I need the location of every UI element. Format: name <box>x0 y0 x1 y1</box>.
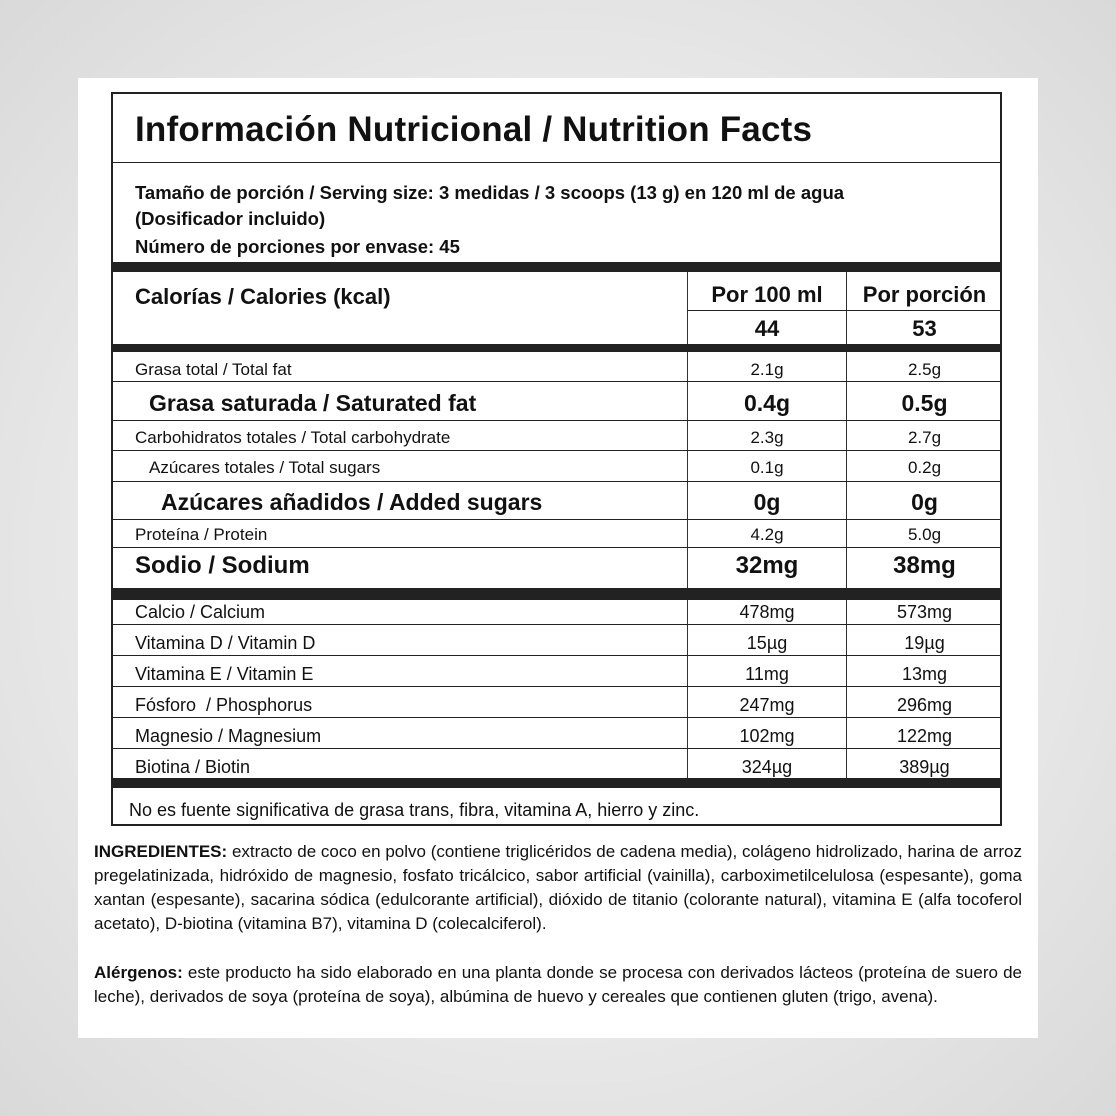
divider-thick-3 <box>113 588 1000 600</box>
footnote: No es fuente significativa de grasa trans, fibra, vitamina A, hierro y zinc. <box>129 800 700 820</box>
nutrient-added-sugars-col1: 0g <box>753 489 781 515</box>
row-rule <box>113 381 1000 382</box>
mineral-vitamin-d-col2: 19µg <box>904 633 945 653</box>
row-rule <box>113 420 1000 421</box>
label-sheet <box>78 78 1038 1038</box>
nutrient-label-sodium: Sodio / Sodium <box>135 552 310 579</box>
servings-per-container: Número de porciones por envase: 45 <box>135 236 460 257</box>
allergens-paragraph <box>94 961 1022 1009</box>
calories-col2-value: 53 <box>912 316 937 341</box>
row-rule <box>113 519 1000 520</box>
mineral-vitamin-d-col1: 15µg <box>746 633 788 653</box>
nutrient-label-saturated-fat: Grasa saturada / Saturated fat <box>149 390 477 416</box>
nutrient-label-total-sugars: Azúcares totales / Total sugars <box>149 458 381 477</box>
divider-thin <box>113 162 1000 163</box>
nutrition-facts-panel <box>111 92 1002 826</box>
mineral-calcium-col1: 478mg <box>739 602 795 622</box>
mineral-phosphorus-col2: 296mg <box>896 695 953 715</box>
column-separator-1b <box>687 600 688 778</box>
nutrient-label-protein: Proteína / Protein <box>135 525 268 544</box>
nutrient-protein-col2: 5.0g <box>907 525 942 544</box>
divider-thick-4 <box>113 778 1000 788</box>
mineral-vitamin-e-col1: 11mg <box>745 664 789 684</box>
nutrient-total-sugars-col1: 0.1g <box>750 458 784 477</box>
nutrient-sodium-col2: 38mg <box>893 552 956 579</box>
allergens-label: Alérgenos: <box>94 963 183 982</box>
mineral-magnesium-col1: 102mg <box>739 726 795 746</box>
calories-label: Calorías / Calories (kcal) <box>135 284 391 309</box>
mineral-calcium-col2: 573mg <box>896 602 953 622</box>
mineral-vitamin-e-col2: 13mg <box>901 664 948 684</box>
nutrient-sodium-col1: 32mg <box>735 552 799 579</box>
row-rule <box>113 547 1000 548</box>
mineral-label-phosphorus: Fósforo / Phosphorus <box>135 695 313 715</box>
nutrient-total-fat-col1: 2.1g <box>750 360 784 379</box>
nutrient-total-carbohydrate-col2: 2.7g <box>907 428 942 447</box>
column-separator-2b <box>846 600 847 778</box>
mineral-label-biotin: Biotina / Biotin <box>135 757 251 777</box>
nutrient-label-total-fat: Grasa total / Total fat <box>135 360 292 379</box>
row-rule <box>113 717 1000 718</box>
mineral-magnesium-col2: 122mg <box>896 726 953 746</box>
row-rule <box>113 450 1000 451</box>
mineral-label-calcium: Calcio / Calcium <box>135 602 266 622</box>
nutrient-protein-col1: 4.2g <box>750 525 784 544</box>
mineral-phosphorus-col1: 247mg <box>739 695 795 715</box>
nutrient-saturated-fat-col1: 0.4g <box>743 390 791 416</box>
divider-thick <box>113 262 1000 272</box>
mineral-biotin-col1: 324µg <box>741 757 793 777</box>
row-rule <box>113 481 1000 482</box>
row-rule <box>113 748 1000 749</box>
mineral-biotin-col2: 389µg <box>899 757 950 777</box>
calories-col1-header: Por 100 ml <box>711 282 823 307</box>
nutrient-total-sugars-col2: 0.2g <box>907 458 942 477</box>
nutrient-total-carbohydrate-col1: 2.3g <box>750 428 784 447</box>
mineral-label-vitamin-d: Vitamina D / Vitamin D <box>135 633 316 653</box>
nutrient-total-fat-col2: 2.5g <box>907 360 942 379</box>
nutrient-added-sugars-col2: 0g <box>911 489 938 515</box>
nutrient-saturated-fat-col2: 0.5g <box>901 390 948 416</box>
ingredients-paragraph <box>94 840 1022 936</box>
row-rule <box>113 655 1000 656</box>
ingredients-label: INGREDIENTES: <box>94 842 228 861</box>
calories-header-rule <box>687 310 1000 311</box>
row-rule <box>113 686 1000 687</box>
allergens-text: este producto ha sido elaborado en una planta donde se procesa con derivados lácteos (proteína de suero de leche), derivados de soya (proteína de soya), albúmina de huevo y cereales que contienen gluten (trigo, avena). <box>94 963 1022 1006</box>
nutrient-label-added-sugars: Azúcares añadidos / Added sugars <box>161 489 543 515</box>
nutrient-label-total-carbohydrate: Carbohidratos totales / Total carbohydrate <box>135 428 451 447</box>
mineral-label-vitamin-e: Vitamina E / Vitamin E <box>135 664 314 684</box>
calories-col2-header: Por porción <box>862 282 987 307</box>
panel-title: Información Nutricional / Nutrition Facts <box>135 110 813 149</box>
ingredients-text: extracto de coco en polvo (contiene triglicéridos de cadena media), colágeno hidrolizado, harina de arroz pregelatinizada, hidróxido de magnesio, fosfato tricálcico, sabor artificial (vainilla), carboximetilcelulosa (espesante), goma xantan (espesante), sacarina sódica (edulcorante artificial), dióxido de titanio (colorante natural), vitamina E (alfa tocoferol acetato), D-biotina (vitamina B7), vitamina D (colecalciferol). <box>94 842 1022 933</box>
mineral-label-magnesium: Magnesio / Magnesium <box>135 726 322 746</box>
calories-col1-value: 44 <box>754 316 780 341</box>
divider-thick-2 <box>113 344 1000 352</box>
row-rule <box>113 624 1000 625</box>
serving-size: Tamaño de porción / Serving size: 3 medidas / 3 scoops (13 g) en 120 ml de agua (Dosificador incluido) <box>135 182 845 229</box>
